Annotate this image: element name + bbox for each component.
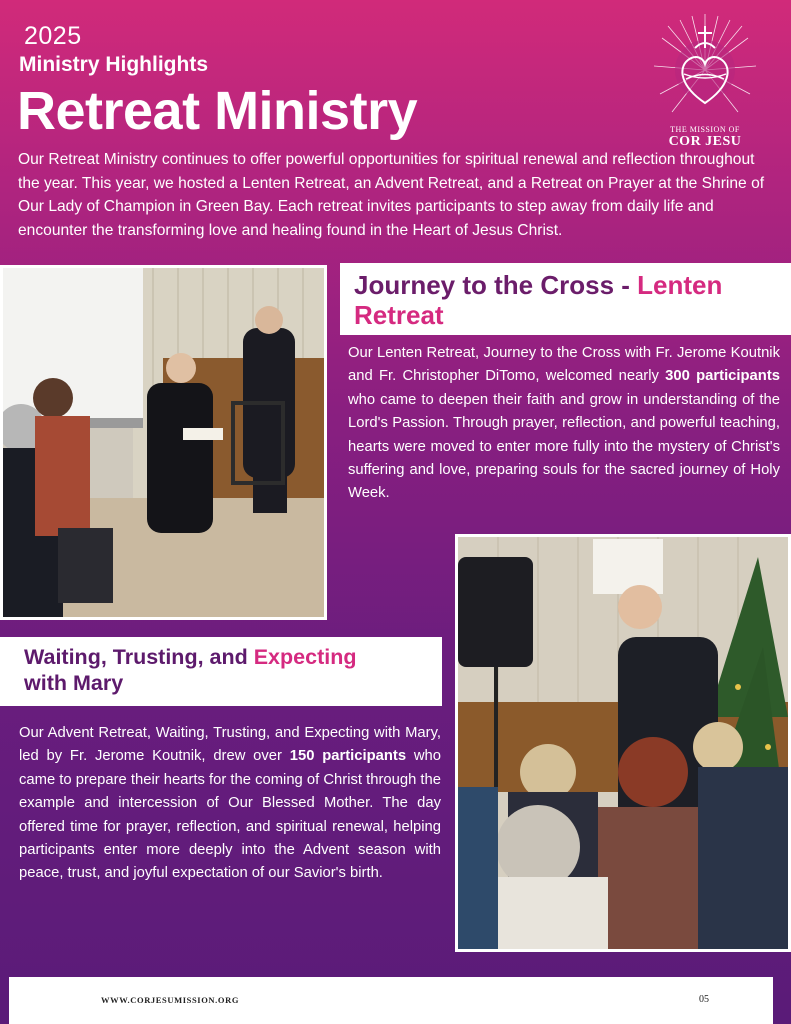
advent-retreat-heading <box>0 637 442 706</box>
lenten-text-end: who came to deepen their faith and grow in understanding of the Lord's Passion. Through prayer, reflection, and powerful teaching, hearts were moved to enter more fully into the mystery of Christ's suffering and love, preparing souls for the sacred journey of Holy Week. <box>348 391 780 502</box>
advent-retreat-paragraph <box>19 722 441 886</box>
cor-jesu-logo <box>650 8 760 148</box>
page-footer <box>9 977 773 1024</box>
year-label: 2025 <box>24 22 82 50</box>
logo-line-1: THE MISSION OF <box>670 125 740 134</box>
advent-heading-accent: Expecting <box>253 645 357 669</box>
footer-website: WWW.CORJESUMISSION.ORG <box>101 995 240 1005</box>
advent-text-end: who came to prepare their hearts for the coming of Christ through the example and intercession of Our Blessed Mother. The day offered time for prayer, reflection, and spiritual renewal, helping participants enter more deeply into the Advent season with peace, trust, and joyful expectation of our Savior's birth. <box>19 748 441 882</box>
lenten-heading-title: Journey to the Cross - <box>354 270 638 300</box>
advent-participants-count: 150 participants <box>289 748 407 765</box>
page-number: 05 <box>699 994 709 1005</box>
lenten-participants-count: 300 participants <box>665 368 780 385</box>
lenten-retreat-photo <box>0 265 327 620</box>
advent-heading-line2: with Mary <box>24 671 124 695</box>
advent-retreat-photo <box>455 534 791 952</box>
lenten-retreat-paragraph <box>348 342 780 506</box>
advent-heading-title: Waiting, Trusting, and <box>24 645 254 669</box>
lenten-retreat-heading <box>340 263 791 335</box>
intro-paragraph: Our Retreat Ministry continues to offer powerful opportunities for spiritual renewal and reflection throughout the year. This year, we hosted a Lenten Retreat, an Advent Retreat, and a Retreat on Prayer at the Shrine of Our Lady of Champion in Green Bay. Each retreat invites participants to step away from daily life and encounter the transforming love and healing found in the Heart of Jesus Christ. <box>18 151 765 239</box>
sacred-heart-icon <box>650 8 760 126</box>
section-subtitle: Ministry Highlights <box>19 53 208 76</box>
lenten-text-start: Our Lenten Retreat, Journey to the Cross with Fr. Jerome Koutnik and Fr. Christopher DiTomo, welcomed nearly <box>348 345 780 385</box>
advent-text-start: Our Advent Retreat, Waiting, Trusting, and Expecting with Mary, led by Fr. Jerome Koutnik, drew over <box>19 725 441 765</box>
lenten-heading-accent: Lenten Retreat <box>354 270 723 330</box>
logo-line-2: COR JESU <box>668 134 742 149</box>
page-title: Retreat Ministry <box>17 81 418 141</box>
